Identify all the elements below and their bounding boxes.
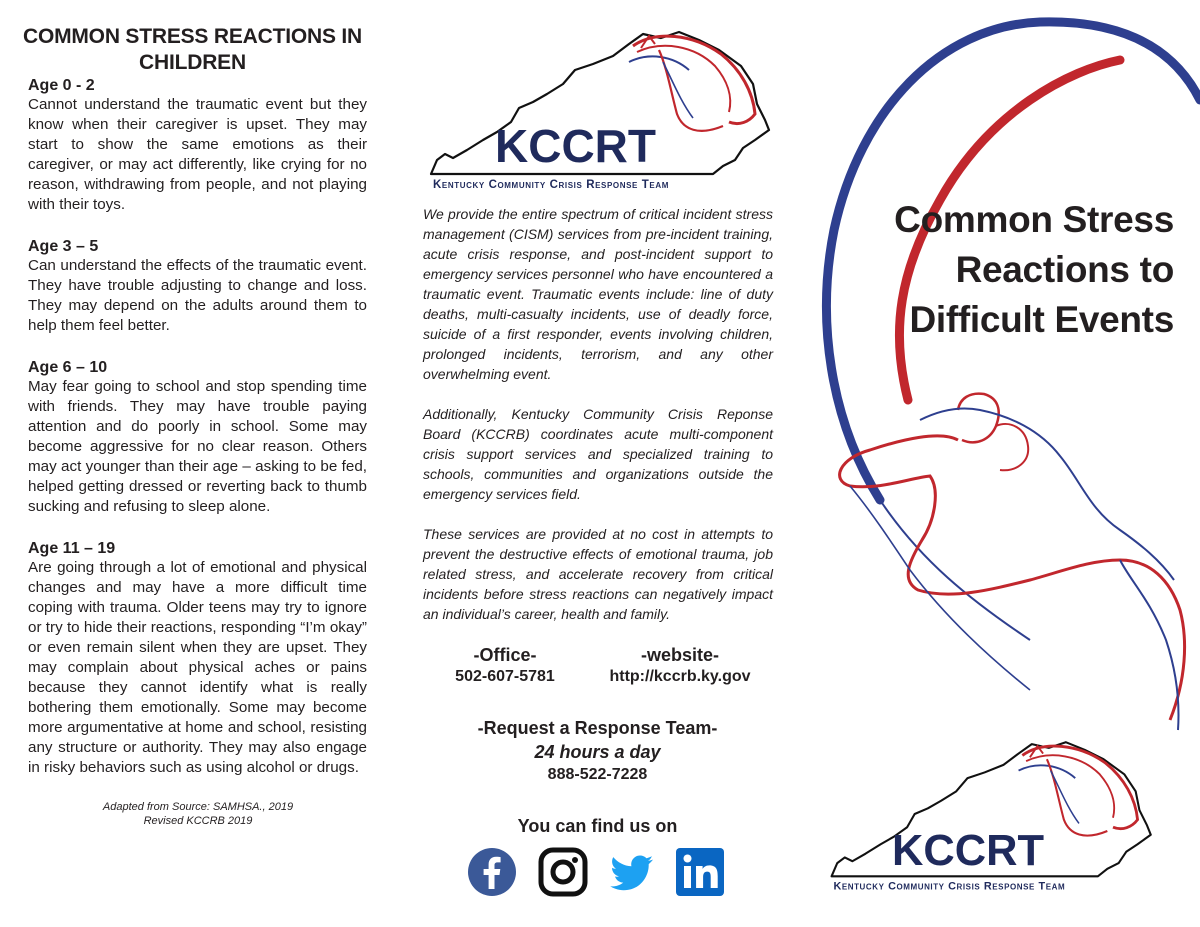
linkedin-icon[interactable] — [675, 847, 725, 897]
facebook-icon[interactable] — [467, 847, 517, 897]
kccrt-logo-bottom — [824, 728, 1164, 900]
age-description: Cannot understand the traumatic event but they know when their caregiver is upset. They may start to show the same emotions as their caregiver, or may act differently, like crying for no reason, withdrawing from people, and not playing with their toys. — [28, 96, 367, 213]
no-cost-paragraph: These services are provided at no cost in attempts to prevent the destructive effects of emotional trauma, job related stress, and accelerate recovery from critical incidents before stress reactions can negatively impact an individual’s career, health and family. — [423, 526, 773, 622]
kccrt-logo-top — [423, 22, 783, 194]
age-heading: Age 6 – 10 — [28, 359, 108, 376]
age-section-0-2 — [28, 76, 367, 215]
age-description: Are going through a lot of emotional and physical changes and may have a more difficult time coping with trauma. Older teens may try to ignore or try to hide their reactions, responding “I’m okay” or even remain silent when they are upset. They may complain about physical aches or pains because they cannot identify what is really bothering them emotionally. Some may become more argumentative at home and school, resisting any structure or authority. They may also engage in risky behaviors such as using alcohol or drugs. — [28, 559, 367, 776]
office-phone[interactable]: 502-607-5781 — [455, 668, 555, 685]
office-label: -Office- — [473, 645, 537, 665]
age-section-11-19 — [28, 539, 367, 778]
title-line: Reactions to — [955, 249, 1174, 290]
left-panel-title: COMMON STRESS REACTIONS IN CHILDREN — [23, 25, 362, 74]
age-description: Can understand the effects of the traumatic event. They have trouble adjusting to change and loss. They may depend on the adults around them to help them feel better. — [28, 257, 367, 334]
office-contact — [435, 644, 575, 688]
title-line: Difficult Events — [909, 299, 1174, 340]
revision-line: Revised KCCRB 2019 — [143, 815, 253, 827]
age-heading: Age 11 – 19 — [28, 540, 116, 557]
age-section-3-5 — [28, 237, 367, 336]
age-section-6-10 — [28, 358, 367, 517]
age-description: May fear going to school and stop spending time with friends. They may have trouble paying attention and do poorly in school. Some may become aggressive for no clear reason. Others may act younger than their age – asking to be fed, helped getting dressed or reverting back to thumb sucking and refusing to sleep alone. — [28, 378, 367, 515]
source-line: Adapted from Source: SAMHSA., 2019 — [102, 801, 294, 813]
logo-full-name: Kentucky Community Crisis Response Team — [433, 179, 669, 191]
website-link[interactable]: http://kccrb.ky.gov — [609, 668, 751, 685]
age-heading: Age 3 – 5 — [28, 238, 99, 255]
request-heading: -Request a Response Team- — [477, 718, 718, 738]
instagram-icon[interactable] — [538, 847, 588, 897]
right-panel — [790, 0, 1200, 927]
services-paragraph: We provide the entire spectrum of critical incident stress management (CISM) services from pre-incident training, acute crisis response, and post-incident support to emergency services personnel who have encountered a traumatic event. Traumatic events include: line of duty deaths, multi-casualty incidents, use of deadly force, suicide of a first responder, events involving children, prolonged incidents, terrorism, and any other overwhelming event. — [423, 206, 773, 382]
age-heading: Age 0 - 2 — [28, 77, 95, 94]
twitter-icon[interactable] — [607, 847, 657, 897]
logo-acronym: KCCRT — [495, 120, 656, 172]
logo-acronym: KCCRT — [892, 827, 1045, 875]
website-label: -website- — [640, 645, 719, 665]
kccrb-paragraph: Additionally, Kentucky Community Crisis Reponse Board (KCCRB) coordinates acute multi-component crisis support services and specialized training to schools, communities and organizations outside the emergency services field. — [423, 406, 773, 502]
logo-full-name: Kentucky Community Crisis Response Team — [833, 880, 1066, 893]
request-team-block — [405, 716, 790, 786]
source-note — [58, 800, 338, 828]
find-us-heading: You can find us on — [517, 816, 678, 836]
title-line: Common Stress — [894, 199, 1174, 240]
availability-text: 24 hours a day — [534, 742, 661, 762]
request-phone[interactable]: 888-522-7228 — [547, 766, 648, 783]
swoosh-graphic — [790, 0, 1200, 740]
left-panel — [0, 0, 395, 927]
kentucky-horse-logo — [824, 728, 1164, 900]
kentucky-horse-logo — [423, 22, 783, 194]
middle-panel — [405, 0, 790, 927]
brochure-title — [894, 195, 1174, 345]
website-contact — [590, 644, 770, 688]
